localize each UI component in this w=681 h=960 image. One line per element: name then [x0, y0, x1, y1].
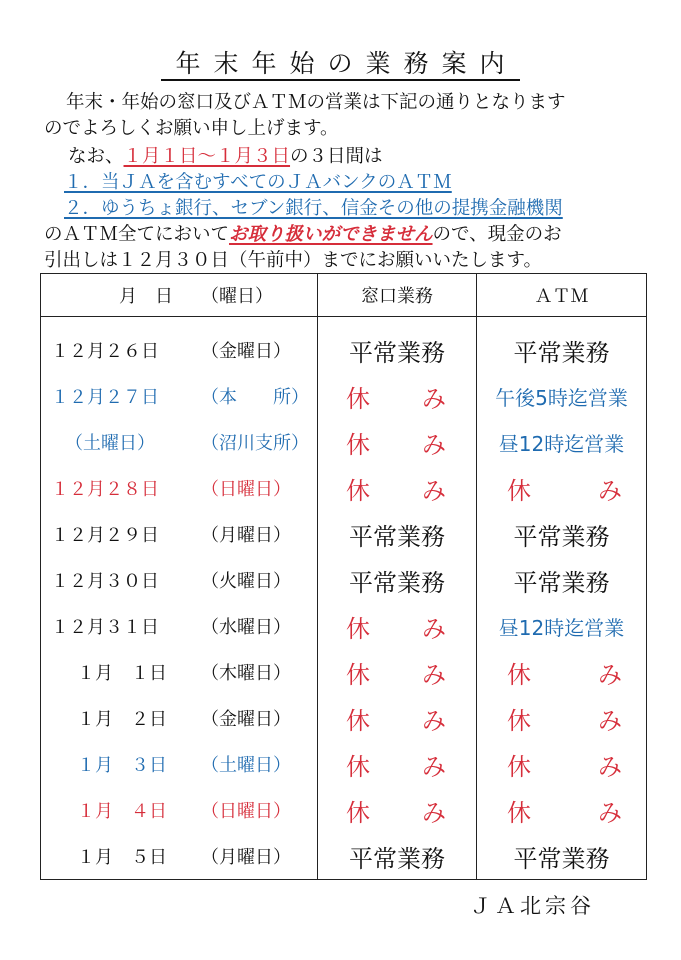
intro-line-3	[68, 146, 383, 168]
row-weekday: （日曜日）	[201, 479, 291, 500]
cell-atm	[477, 833, 647, 880]
row-date: １２月２６日	[51, 341, 159, 362]
row-atm: 平常業務	[513, 522, 610, 551]
row-date: １月 ４日	[77, 801, 167, 822]
cell-window: 休 み	[318, 373, 477, 419]
table-row	[41, 465, 647, 511]
row-date: １２月３１日	[51, 617, 159, 638]
atm-item-2: ２．ゆうちょ銀行、セブン銀行、信金その他の提携金融機関	[64, 198, 563, 219]
cell-atm	[477, 373, 647, 419]
cell-atm	[477, 603, 647, 649]
row-date: １月 ３日	[77, 755, 167, 776]
schedule-table	[40, 273, 647, 880]
cell-window	[318, 557, 477, 603]
closure-dates: １月１日～１月３日	[123, 146, 291, 167]
table-row	[41, 419, 647, 465]
row-date: １２月２９日	[51, 525, 159, 546]
table-row	[41, 787, 647, 833]
cell-atm	[477, 317, 647, 374]
cell-window	[318, 317, 477, 374]
row-weekday: （水曜日）	[201, 617, 291, 638]
row-date: １２月２７日	[51, 387, 159, 408]
row-weekday: （沼川支所）	[201, 433, 309, 454]
row-window: 平常業務	[349, 844, 445, 873]
organization-name: ＪＡ北宗谷	[470, 894, 595, 918]
cell-window: 休 み	[318, 695, 477, 741]
row-weekday: （金曜日）	[201, 341, 291, 362]
row-date: １２月３０日	[51, 571, 159, 592]
table-row	[41, 695, 647, 741]
cell-date	[41, 649, 318, 695]
header-window: 窓口業務	[318, 274, 477, 317]
row-weekday: （土曜日）	[201, 755, 291, 776]
cell-date	[41, 833, 318, 880]
cell-date	[41, 317, 318, 374]
table-row	[41, 373, 647, 419]
cell-date	[41, 557, 318, 603]
cell-window	[318, 511, 477, 557]
row-date: １２月２８日	[51, 479, 159, 500]
cell-atm: 休 み	[477, 465, 647, 511]
header-atm: ＡＴＭ	[477, 274, 647, 317]
row-weekday: （金曜日）	[201, 709, 291, 730]
cell-date	[41, 373, 318, 419]
row-date: １月 ２日	[77, 709, 167, 730]
row-date: １月 ５日	[77, 847, 167, 868]
row-atm: 平常業務	[513, 338, 610, 367]
table-row	[41, 603, 647, 649]
row-weekday: （火曜日）	[201, 571, 291, 592]
intro-line-2: のでよろしくお願い申し上げます。	[44, 118, 339, 139]
row-date: （土曜日）	[65, 433, 155, 454]
row-weekday: （本 所）	[201, 387, 309, 408]
cell-atm	[477, 419, 647, 465]
table-row	[41, 557, 647, 603]
intro-line-1: 年末・年始の窓口及びＡＴＭの営業は下記の通りとなります	[66, 92, 566, 113]
table-row	[41, 649, 647, 695]
row-atm: 昼12時迄営業	[498, 615, 625, 640]
cell-window	[318, 833, 477, 880]
cell-date	[41, 465, 318, 511]
cell-atm	[477, 557, 647, 603]
cell-atm: 休 み	[477, 695, 647, 741]
row-atm: 平常業務	[513, 844, 610, 873]
row-weekday: （木曜日）	[201, 663, 291, 684]
cell-window: 休 み	[318, 649, 477, 695]
cell-atm: 休 み	[477, 787, 647, 833]
cell-window: 休 み	[318, 419, 477, 465]
unavailable-notice: お取り扱いができません	[229, 224, 433, 245]
row-atm: 昼12時迄営業	[498, 431, 625, 456]
row-atm: 平常業務	[513, 568, 610, 597]
header-weekday-label: （曜日）	[201, 286, 273, 307]
row-weekday: （月曜日）	[201, 847, 291, 868]
intro-line-7: 引出しは１２月３０日（午前中）までにお願いいたします。	[44, 250, 543, 271]
table-row	[41, 741, 647, 787]
row-date: １月 １日	[77, 663, 167, 684]
intro-line-3-prefix: なお、	[68, 146, 124, 167]
table-row	[41, 511, 647, 557]
intro-line-6-prefix: のＡＴＭ全てにおいて	[44, 224, 230, 245]
row-weekday: （月曜日）	[201, 525, 291, 546]
cell-date	[41, 511, 318, 557]
table-header-row	[41, 274, 647, 317]
cell-atm	[477, 511, 647, 557]
cell-date	[41, 419, 318, 465]
row-window: 平常業務	[349, 338, 445, 367]
cell-date	[41, 603, 318, 649]
header-date	[41, 274, 318, 317]
table-row	[41, 317, 647, 374]
intro-line-3-suffix: の３日間は	[290, 146, 383, 167]
page-title: 年末年始の業務案内	[0, 44, 681, 80]
header-date-label: 月 日	[119, 286, 173, 307]
intro-line-6-suffix: ので、現金のお	[432, 224, 562, 245]
cell-window: 休 み	[318, 741, 477, 787]
cell-window: 休 み	[318, 465, 477, 511]
table-row	[41, 833, 647, 880]
atm-item-1: １．当ＪＡを含むすべてのＪＡバンクのＡＴＭ	[64, 172, 452, 193]
cell-window: 休 み	[318, 603, 477, 649]
row-window: 平常業務	[349, 568, 445, 597]
cell-atm: 休 み	[477, 741, 647, 787]
cell-date	[41, 695, 318, 741]
cell-date	[41, 741, 318, 787]
intro-line-6	[44, 224, 562, 246]
cell-atm: 休 み	[477, 649, 647, 695]
row-weekday: （日曜日）	[201, 801, 291, 822]
row-atm: 午後5時迄営業	[495, 385, 628, 410]
row-window: 平常業務	[349, 522, 445, 551]
cell-window: 休 み	[318, 787, 477, 833]
cell-date	[41, 787, 318, 833]
